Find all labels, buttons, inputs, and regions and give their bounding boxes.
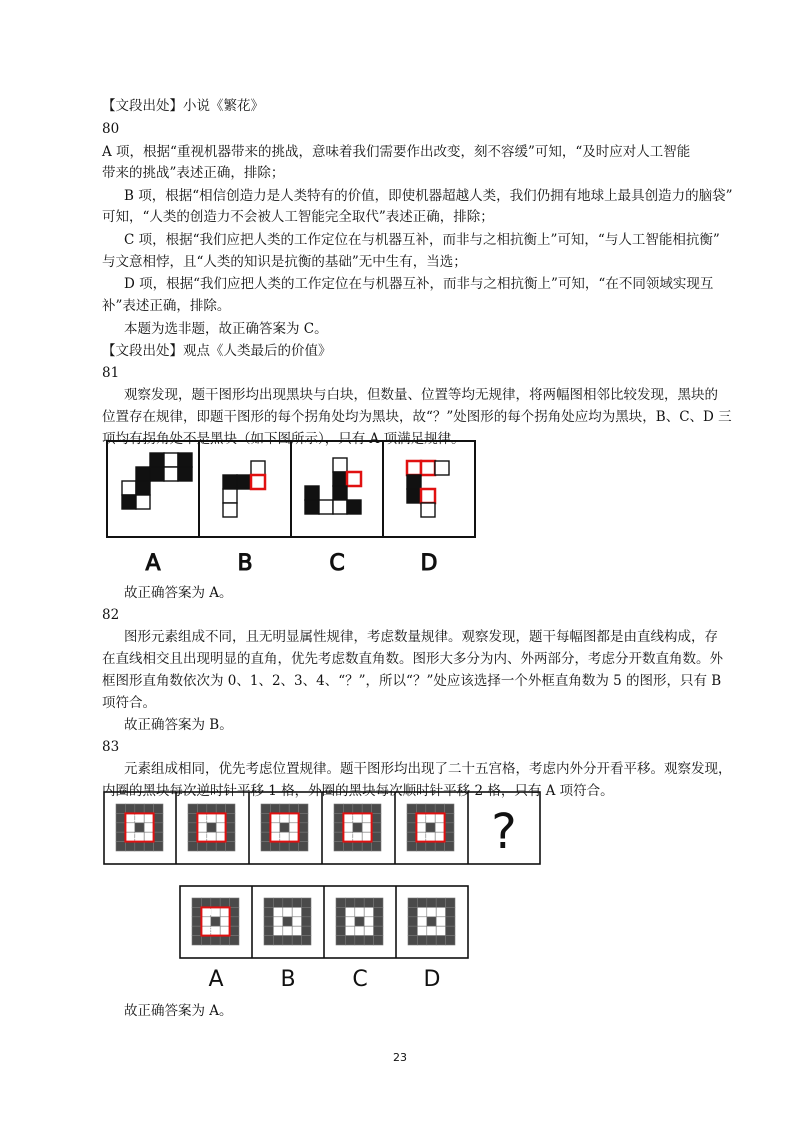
light-cell — [436, 907, 445, 916]
dark-cell — [135, 804, 144, 813]
dark-cell — [436, 936, 445, 945]
black-square — [136, 481, 150, 495]
black-square — [150, 467, 164, 481]
dark-cell — [226, 804, 235, 813]
dark-cell — [299, 823, 308, 832]
dark-cell — [372, 823, 381, 832]
grid-25 — [192, 898, 239, 945]
dark-cell — [407, 842, 416, 851]
light-cell — [216, 832, 225, 841]
dark-cell — [302, 907, 311, 916]
light-cell — [417, 907, 426, 916]
figure-83 — [104, 792, 540, 992]
cell-number: 1 — [220, 823, 226, 832]
dark-cell — [226, 842, 235, 851]
dark-cell — [299, 832, 308, 841]
light-cell — [362, 832, 371, 841]
paragraph-line: D 项，根据“我们应把人类的工作定位在与机器互补，而非与之相抗衡上”可知，“在不同领域实现互 — [124, 276, 714, 292]
paragraph-line: 项均有拐角处不是黑块（如下图所示），只有 A 项满足规律。 — [102, 431, 465, 447]
light-cell — [220, 907, 229, 916]
dark-cell — [345, 936, 354, 945]
dark-cell — [207, 823, 216, 832]
dark-cell — [211, 917, 220, 926]
paragraph-line: 项符合。 — [102, 695, 156, 711]
dark-cell — [197, 804, 206, 813]
dark-cell — [283, 936, 292, 945]
dark-cell — [230, 936, 239, 945]
dark-cell — [188, 842, 197, 851]
dark-cell — [355, 917, 364, 926]
grid-25 — [408, 898, 455, 945]
light-cell — [435, 832, 444, 841]
light-cell — [364, 917, 373, 926]
source-heading-81: 【文段出处】观点《人类最后的价值》 — [102, 343, 332, 359]
dark-cell — [336, 907, 345, 916]
dark-cell — [407, 804, 416, 813]
dark-cell — [355, 898, 364, 907]
dark-cell — [280, 842, 289, 851]
white-square — [435, 461, 449, 475]
dark-cell — [192, 898, 201, 907]
cell-number: 1 — [148, 823, 154, 832]
cell-number: 2 — [206, 832, 212, 841]
white-square — [421, 461, 435, 475]
white-square — [421, 489, 435, 503]
light-cell — [345, 907, 354, 916]
dark-cell — [353, 823, 362, 832]
dark-cell — [353, 804, 362, 813]
dark-cell — [353, 842, 362, 851]
grid-25 — [116, 804, 163, 851]
dark-cell — [280, 804, 289, 813]
light-cell — [427, 926, 436, 935]
dark-cell — [226, 813, 235, 822]
light-cell — [435, 813, 444, 822]
dark-cell — [264, 926, 273, 935]
white-square — [319, 500, 333, 514]
dark-cell — [264, 936, 273, 945]
dark-cell — [436, 898, 445, 907]
dark-cell — [345, 898, 354, 907]
answer-line: 故正确答案为 A。 — [124, 1003, 233, 1019]
cell-number: 2 — [224, 917, 230, 926]
dark-cell — [334, 813, 343, 822]
dark-cell — [230, 917, 239, 926]
dark-cell — [374, 936, 383, 945]
cell-number: 2 — [352, 832, 358, 841]
dark-cell — [192, 936, 201, 945]
dark-cell — [144, 842, 153, 851]
black-square — [223, 475, 237, 489]
dark-cell — [283, 917, 292, 926]
light-cell — [273, 917, 282, 926]
dark-cell — [364, 898, 373, 907]
cell-number: 3 — [134, 814, 140, 823]
light-cell — [289, 832, 298, 841]
dark-cell — [407, 832, 416, 841]
dark-cell — [407, 813, 416, 822]
white-square — [251, 475, 265, 489]
dark-cell — [154, 813, 163, 822]
dark-cell — [264, 917, 273, 926]
grid-25 — [188, 804, 235, 851]
dark-cell — [408, 936, 417, 945]
dark-cell — [445, 842, 454, 851]
light-cell — [436, 926, 445, 935]
white-square — [251, 461, 265, 475]
dark-cell — [343, 842, 352, 851]
dark-cell — [445, 823, 454, 832]
paragraph-line: B 项，根据“相信创造力是人类特有的价值，即使机器超越人类，我们仍拥有地球上最具创造力的脑袋” — [124, 188, 733, 204]
dark-cell — [154, 804, 163, 813]
black-square — [407, 489, 421, 503]
paragraph-line: 框图形直角数依次为 0、1、2、3、4、“？”，所以“？”处应该选择一个外框直角数为 5 的图形，只有 B — [102, 673, 722, 689]
dark-cell — [427, 917, 436, 926]
dark-cell — [446, 936, 455, 945]
cell-number: 2 — [293, 823, 299, 832]
dark-cell — [264, 898, 273, 907]
dark-cell — [445, 804, 454, 813]
cell-number: 2 — [439, 823, 445, 832]
question-number-83: 83 — [102, 739, 120, 755]
paragraph-line: C 项，根据“我们应把人类的工作定位在与机器互补，而非与之相抗衡上”可知，“与人工智能相抗衡” — [124, 232, 720, 248]
dark-cell — [372, 804, 381, 813]
white-square — [333, 500, 347, 514]
white-square — [223, 489, 237, 503]
light-cell — [144, 832, 153, 841]
dark-cell — [364, 936, 373, 945]
dark-cell — [188, 813, 197, 822]
dark-cell — [292, 936, 301, 945]
cell-number: 3 — [279, 832, 285, 841]
dark-cell — [302, 936, 311, 945]
dark-cell — [302, 926, 311, 935]
dark-cell — [201, 936, 210, 945]
dark-cell — [426, 823, 435, 832]
dark-cell — [362, 804, 371, 813]
dark-cell — [230, 907, 239, 916]
cell-number: 1 — [208, 908, 214, 917]
dark-cell — [261, 823, 270, 832]
dark-cell — [264, 907, 273, 916]
black-square — [305, 500, 319, 514]
grid-25 — [336, 898, 383, 945]
dark-cell — [211, 898, 220, 907]
light-cell — [289, 813, 298, 822]
light-cell — [416, 823, 425, 832]
light-cell — [345, 917, 354, 926]
dark-cell — [417, 936, 426, 945]
dark-cell — [230, 898, 239, 907]
dark-cell — [446, 907, 455, 916]
light-cell — [427, 907, 436, 916]
dark-cell — [372, 842, 381, 851]
dark-cell — [334, 804, 343, 813]
dark-cell — [144, 804, 153, 813]
grid-25 — [261, 804, 308, 851]
light-cell — [220, 926, 229, 935]
light-cell — [343, 823, 352, 832]
dark-cell — [230, 926, 239, 935]
dark-cell — [336, 936, 345, 945]
dark-cell — [207, 842, 216, 851]
source-heading-80: 【文段出处】小说《繁花》 — [102, 98, 264, 114]
question-number-82: 82 — [102, 607, 120, 623]
paragraph-line: 图形元素组成不同，且无明显属性规律，考虑数量规律。观察发现，题干每幅图都是由直线构成，存 — [124, 629, 718, 645]
page-number: 23 — [393, 1051, 407, 1064]
dark-cell — [220, 898, 229, 907]
black-square — [333, 472, 347, 486]
light-cell — [364, 926, 373, 935]
option-label-c: C — [329, 551, 345, 576]
dark-cell — [211, 936, 220, 945]
black-square — [347, 500, 361, 514]
dark-cell — [154, 832, 163, 841]
light-cell — [273, 907, 282, 916]
paragraph-line: 观察发现，题干图形均出现黑块与白块，但数量、位置等均无规律，将两幅图相邻比较发现，黑块的 — [124, 387, 718, 403]
dark-cell — [261, 832, 270, 841]
light-cell — [125, 823, 134, 832]
dark-cell — [355, 936, 364, 945]
dark-cell — [116, 842, 125, 851]
black-square — [122, 495, 136, 509]
white-square — [136, 495, 150, 509]
answer-line: 故正确答案为 A。 — [124, 585, 233, 601]
dark-cell — [226, 832, 235, 841]
dark-cell — [261, 804, 270, 813]
cell-number: 1 — [425, 814, 431, 823]
dark-cell — [188, 823, 197, 832]
white-square — [164, 467, 178, 481]
dark-cell — [362, 842, 371, 851]
paragraph-line: 与文意相悖，且“人类的知识是抗衡的基础”无中生有，当选； — [102, 254, 467, 270]
dark-cell — [427, 898, 436, 907]
dark-cell — [188, 832, 197, 841]
dark-cell — [261, 842, 270, 851]
paragraph-line: 可知，“人类的创造力不会被人工智能完全取代”表述正确，排除； — [102, 209, 494, 225]
black-square — [150, 453, 164, 467]
dark-cell — [125, 842, 134, 851]
white-square — [122, 481, 136, 495]
dark-cell — [302, 917, 311, 926]
question-number-80: 80 — [102, 121, 120, 137]
dark-cell — [408, 926, 417, 935]
light-cell — [417, 926, 426, 935]
dark-cell — [446, 926, 455, 935]
dark-cell — [427, 936, 436, 945]
cell-number: 3 — [208, 926, 214, 935]
light-cell — [283, 926, 292, 935]
option-label-a: A — [145, 551, 161, 576]
dark-cell — [192, 926, 201, 935]
light-cell — [355, 926, 364, 935]
dark-cell — [261, 813, 270, 822]
dark-cell — [374, 917, 383, 926]
dark-cell — [374, 898, 383, 907]
cell-number: 3 — [206, 814, 212, 823]
light-cell — [345, 926, 354, 935]
dark-cell — [116, 832, 125, 841]
dark-cell — [372, 832, 381, 841]
dark-cell — [197, 842, 206, 851]
light-cell — [364, 907, 373, 916]
black-square — [407, 475, 421, 489]
white-square — [333, 458, 347, 472]
dark-cell — [336, 926, 345, 935]
dark-cell — [201, 898, 210, 907]
light-cell — [292, 917, 301, 926]
black-square — [178, 467, 192, 481]
light-cell — [201, 917, 210, 926]
dark-cell — [299, 804, 308, 813]
dark-cell — [336, 917, 345, 926]
answer-line: 故正确答案为 B。 — [124, 717, 233, 733]
grid-25 — [407, 804, 454, 851]
dark-cell — [270, 842, 279, 851]
option-label-a: A — [208, 967, 224, 992]
option-label-b: B — [237, 551, 253, 576]
dark-cell — [154, 842, 163, 851]
dark-cell — [283, 898, 292, 907]
light-cell — [292, 907, 301, 916]
question-number-81: 81 — [102, 365, 120, 381]
dark-cell — [289, 842, 298, 851]
white-square — [164, 453, 178, 467]
paragraph-line: 在直线相交且出现明显的直角，优先考虑数直角数。图形大多分为内、外两部分，考虑分开数直角数。外 — [102, 651, 723, 667]
dark-cell — [188, 804, 197, 813]
light-cell — [355, 907, 364, 916]
dark-cell — [372, 813, 381, 822]
dark-cell — [445, 813, 454, 822]
dark-cell — [334, 823, 343, 832]
white-square — [407, 461, 421, 475]
dark-cell — [116, 813, 125, 822]
dark-cell — [226, 823, 235, 832]
dark-cell — [302, 898, 311, 907]
light-cell — [197, 823, 206, 832]
dark-cell — [446, 898, 455, 907]
option-label-b: B — [280, 967, 296, 992]
answer-line: 本题为选非题，故正确答案为 C。 — [124, 321, 328, 337]
light-cell — [144, 813, 153, 822]
dark-cell — [299, 842, 308, 851]
dark-cell — [374, 907, 383, 916]
dark-cell — [135, 823, 144, 832]
black-square — [305, 486, 319, 500]
black-square — [136, 467, 150, 481]
dark-cell — [334, 832, 343, 841]
paragraph-line: 内圈的黑块每次逆时针平移 1 格，外圈的黑块每次顺时针平移 2 格，只有 A 项符合。 — [102, 783, 614, 799]
dark-cell — [299, 813, 308, 822]
paragraph-line: 带来的挑战”表述正确，排除； — [102, 165, 285, 181]
light-cell — [270, 823, 279, 832]
cell-number: 1 — [366, 823, 372, 832]
white-square — [223, 503, 237, 517]
light-cell — [436, 917, 445, 926]
dark-cell — [135, 842, 144, 851]
dark-cell — [435, 804, 444, 813]
dark-cell — [216, 842, 225, 851]
black-square — [237, 475, 251, 489]
dark-cell — [408, 898, 417, 907]
dark-cell — [289, 804, 298, 813]
black-square — [178, 453, 192, 467]
dark-cell — [220, 936, 229, 945]
dark-cell — [116, 804, 125, 813]
white-square — [347, 472, 361, 486]
dark-cell — [446, 917, 455, 926]
cell-number: 3 — [352, 814, 358, 823]
paragraph-line: 位置存在规律，即题干图形的每个拐角处均为黑块，故“？”处图形的每个拐角处应均为黑块，B、C、D 三 — [102, 409, 732, 425]
cell-number: 1 — [279, 814, 285, 823]
grid-25 — [334, 804, 381, 851]
dark-cell — [426, 842, 435, 851]
light-cell — [417, 917, 426, 926]
dark-cell — [407, 823, 416, 832]
dark-cell — [416, 804, 425, 813]
dark-cell — [408, 907, 417, 916]
light-cell — [273, 926, 282, 935]
dark-cell — [292, 898, 301, 907]
dark-cell — [192, 907, 201, 916]
grid-25 — [264, 898, 311, 945]
dark-cell — [343, 804, 352, 813]
dark-cell — [116, 823, 125, 832]
cell-number: 3 — [425, 832, 431, 841]
black-square — [333, 486, 347, 500]
paragraph-line: 元素组成相同，优先考虑位置规律。题干图形均出现了二十五宫格，考虑内外分开看平移。观察发现， — [124, 761, 732, 777]
white-square — [421, 503, 435, 517]
dark-cell — [154, 823, 163, 832]
dark-cell — [416, 842, 425, 851]
paragraph-line: A 项，根据“重视机器带来的挑战，意味着我们需要作出改变，刻不容缓”可知，“及时应对人工智能 — [102, 144, 691, 160]
paragraph-line: 补”表述正确，排除。 — [102, 298, 231, 314]
light-cell — [283, 907, 292, 916]
dark-cell — [273, 898, 282, 907]
dark-cell — [417, 898, 426, 907]
dark-cell — [273, 936, 282, 945]
option-label-d: D — [423, 967, 441, 992]
dark-cell — [336, 898, 345, 907]
dark-cell — [334, 842, 343, 851]
light-cell — [362, 813, 371, 822]
dark-cell — [445, 832, 454, 841]
dark-cell — [280, 823, 289, 832]
light-cell — [216, 813, 225, 822]
dark-cell — [216, 804, 225, 813]
dark-cell — [207, 804, 216, 813]
figure-81 — [107, 441, 475, 576]
light-cell — [292, 926, 301, 935]
question-mark: ? — [491, 804, 517, 860]
dark-cell — [435, 842, 444, 851]
dark-cell — [270, 804, 279, 813]
option-label-c: C — [352, 967, 368, 992]
option-label-d: D — [420, 551, 438, 576]
cell-number: 2 — [134, 832, 140, 841]
dark-cell — [408, 917, 417, 926]
dark-cell — [426, 804, 435, 813]
dark-cell — [192, 917, 201, 926]
dark-cell — [125, 804, 134, 813]
dark-cell — [374, 926, 383, 935]
